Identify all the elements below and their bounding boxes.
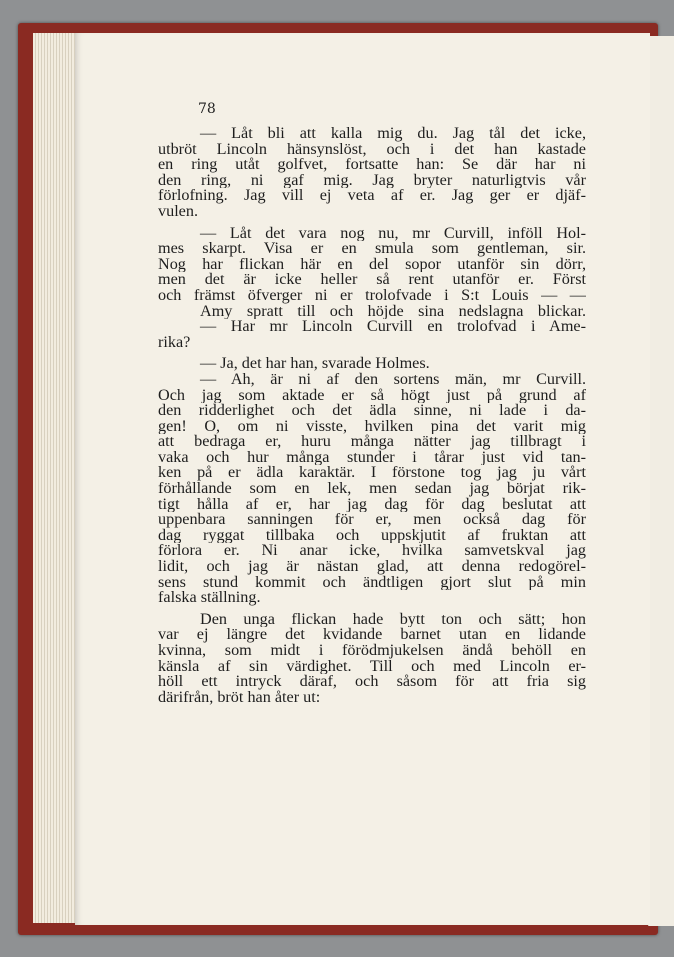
text-line: — Låt bli att kalla mig du. Jag tål det icke, bbox=[200, 126, 586, 142]
text-line: den ring, ni gaf mig. Jag bryter naturligtvis vår bbox=[158, 172, 586, 189]
text-line: — Låt det vara nog nu, mr Curvill, inföll Hol- bbox=[200, 225, 586, 242]
text-line: kvinna, som midt i förödmjukelsen ändå behöll en bbox=[158, 643, 586, 659]
text-line: en ring utåt golfvet, fortsatte han: Se där har ni bbox=[158, 157, 586, 173]
facing-page-edge bbox=[648, 36, 674, 926]
text-line: var ej längre det kvidande barnet utan en lidande bbox=[158, 627, 586, 643]
text-line: tigt hålla af er, har jag dag för dag beslutat att bbox=[158, 496, 586, 513]
text-line: rika? bbox=[158, 334, 191, 351]
page-text bbox=[158, 126, 586, 711]
page-number: 78 bbox=[198, 101, 216, 117]
text-line: — Ja, det har han, svarade Holmes. bbox=[200, 356, 430, 372]
text-line: Den unga flickan hade bytt ton och sätt; hon bbox=[200, 611, 586, 628]
text-line: — Ah, är ni af den sortens män, mr Curvill. bbox=[200, 371, 586, 388]
text-line: — Har mr Lincoln Curvill en trolofvad i Ame- bbox=[200, 319, 586, 335]
text-line: falska ställning. bbox=[158, 590, 261, 606]
text-line: Och jag som aktade er så högt just på grund af bbox=[158, 387, 586, 404]
text-line: förlofning. Jag vill ej veta af er. Jag ger er djäf- bbox=[158, 188, 586, 204]
text-line: lidit, och jag är nästan glad, att denna redogörel- bbox=[158, 559, 586, 575]
text-line: vulen. bbox=[158, 203, 199, 220]
text-line: förlora er. Ni anar icke, hvilka samvetskval jag bbox=[158, 543, 586, 560]
paragraph-4 bbox=[158, 612, 586, 706]
page-edges-left bbox=[33, 33, 75, 923]
paragraph-3 bbox=[158, 356, 586, 606]
text-line: Amy spratt till och höjde sina nedslagna blickar. bbox=[200, 303, 586, 320]
text-line: uppenbara sanningen för er, men också dag för bbox=[158, 512, 586, 528]
text-line: förhållande som en lek, men sedan jag börjat rik- bbox=[158, 481, 586, 497]
paragraph-2 bbox=[158, 226, 586, 351]
text-line: den ridderlighet och det ädla sinne, ni lade i da- bbox=[158, 403, 586, 419]
text-line: och främst öfverger ni er trolofvade i S:t Louis — — bbox=[158, 287, 586, 304]
text-line: därifrån, bröt han åter ut: bbox=[158, 689, 321, 706]
text-line: sens stund kommit och ändtligen gjort slut på min bbox=[158, 574, 586, 591]
text-line: vaka och hur många stunder i tårar just vid tan- bbox=[158, 449, 586, 466]
text-line: men det är icke heller så rent utanför er. Först bbox=[158, 272, 586, 288]
text-line: att bedraga er, huru många nätter jag tillbragt i bbox=[158, 434, 586, 450]
text-line: ken på er ädla karaktär. I förstone tog jag ju vårt bbox=[158, 465, 586, 482]
text-line: höll ett intryck däraf, och såsom för att fria sig bbox=[158, 674, 586, 690]
text-line: mes skarpt. Visa er en smula som gentleman, sir. bbox=[158, 241, 586, 257]
text-line: utbröt Lincoln hänsynslöst, och i det han kastade bbox=[158, 141, 586, 158]
text-line: känsla af sin värdighet. Till och med Lincoln er- bbox=[158, 658, 586, 675]
text-line: Nog har flickan här en del sopor utanför sin dörr, bbox=[158, 256, 586, 273]
paragraph-1 bbox=[158, 126, 586, 220]
text-line: gen! O, om ni visste, hvilken pina det varit mig bbox=[158, 418, 586, 435]
text-line: dag ryggat tillbaka och uppskjutit af fruktan att bbox=[158, 527, 586, 544]
